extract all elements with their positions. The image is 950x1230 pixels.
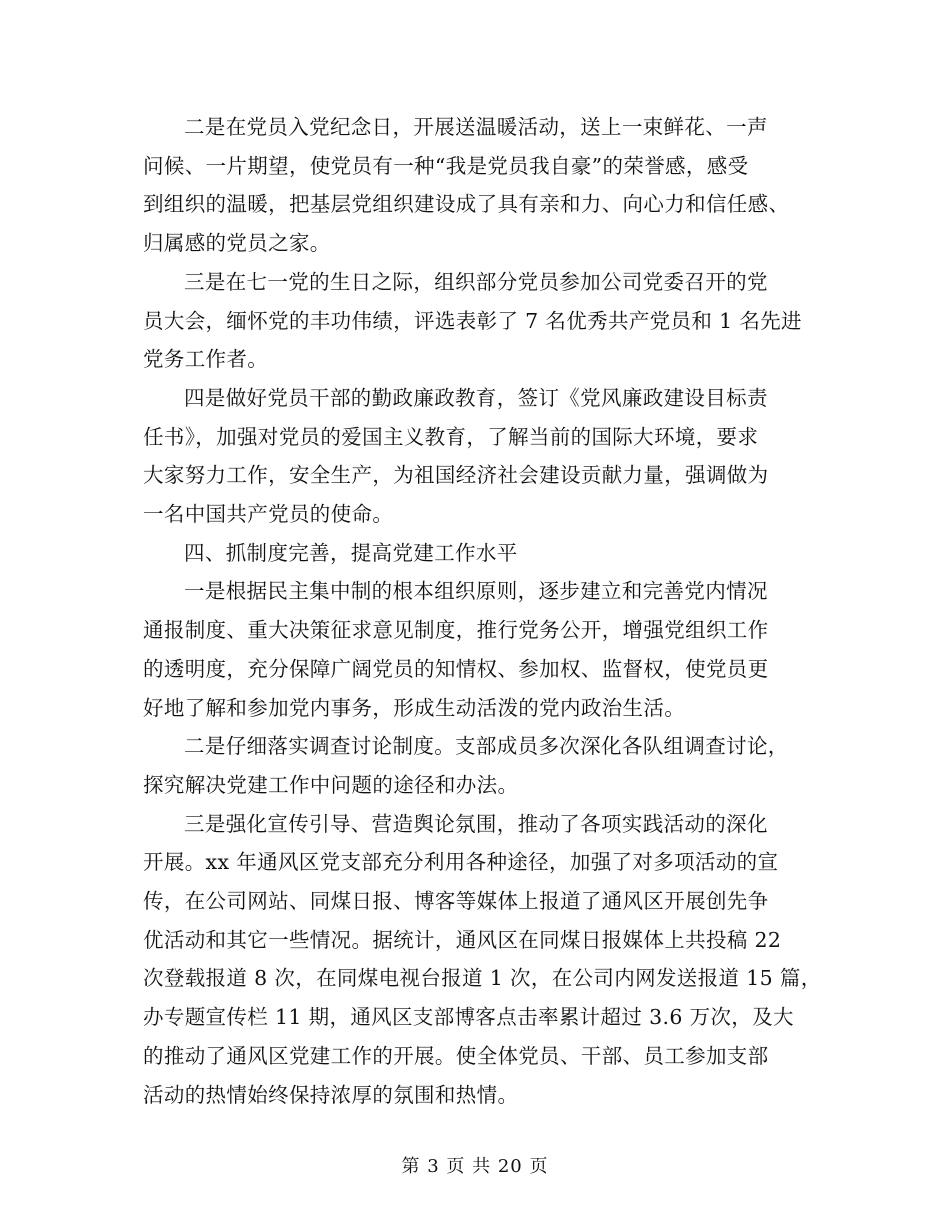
paragraph-publicity: [143, 805, 822, 1115]
paragraph-integrity-education: [143, 379, 811, 534]
text-line: 开展。xx 年通风区党支部充分利用各种途径，加强了对多项活动的宣: [143, 850, 779, 875]
text-line: 通报制度、重大决策征求意见制度，推行党务公开，增强党组织工作: [143, 618, 769, 643]
text-line: 二是仔细落实调查讨论制度。支部成员多次深化各队组调查讨论，: [184, 734, 789, 759]
text-line: 一名中国共产党员的使命。: [143, 502, 394, 527]
text-line: 的推动了通风区党建工作的开展。使全体党员、干部、员工参加支部: [143, 1043, 769, 1068]
text-line: 二是在党员入党纪念日，开展送温暖活动，送上一束鲜花、一声: [184, 115, 768, 139]
text-line: 三是强化宣传引导、营造舆论氛围，推动了各项实践活动的深化: [184, 811, 768, 836]
text-line: 次登载报道 8 次，在同煤电视台报道 1 次，在公司内网发送报道 15 篇，: [143, 966, 822, 991]
text-line: 传，在公司网站、同煤日报、博客等媒体上报道了通风区开展创先争: [143, 889, 769, 914]
text-line: 办专题宣传栏 11 期，通风区支部博客点击率累计超过 3.6 万次，及大: [143, 1005, 794, 1030]
section-heading: [143, 534, 811, 573]
text-line: 任书》，加强对党员的爱国主义教育，了解当前的国际大环境，要求: [143, 424, 759, 449]
text-line: 大家努力工作，安全生产，为祖国经济社会建设贡献力量，强调做为: [143, 463, 769, 488]
paragraph-warmth-activity: [143, 108, 811, 263]
text-line: 探究解决党建工作中问题的途径和办法。: [143, 772, 519, 797]
page-number-footer: 第 3 页 共 20 页: [401, 1156, 549, 1177]
text-line: 好地了解和参加党内事务，形成生动活泼的党内政治生活。: [143, 695, 686, 720]
text-line: 党务工作者。: [143, 347, 269, 372]
text-line: 一是根据民主集中制的根本组织原则，逐步建立和完善党内情况: [184, 579, 768, 604]
text-line: 三是在七一党的生日之际，组织部分党员参加公司党委召开的党: [184, 269, 768, 294]
text-line: 四是做好党员干部的勤政廉政教育，签订《党风廉政建设目标责: [184, 385, 768, 410]
text-line: 的透明度，充分保障广阔党员的知情权、参加权、监督权，使党员更: [143, 656, 769, 681]
text-line: 四、抓制度完善，提高党建工作水平: [184, 540, 518, 565]
text-line: 归属感的党员之家。: [143, 231, 331, 256]
document-body: [143, 108, 822, 1114]
text-line: 活动的热情始终保持浓厚的氛围和热情。: [143, 1082, 519, 1107]
paragraph-july-first: [143, 263, 811, 379]
text-line: 优活动和其它一些情况。据统计，通风区在同煤日报媒体上共投稿 22: [143, 927, 782, 952]
paragraph-investigation-system: [143, 727, 811, 804]
text-line: 问候、一片期望，使党员有一种“我是党员我自豪”的荣誉感，感受: [143, 153, 749, 178]
text-line: 员大会，缅怀党的丰功伟绩，评选表彰了 7 名优秀共产党员和 1 名先进: [143, 308, 802, 333]
paragraph-democratic-centralism: [143, 572, 811, 727]
text-line: 到组织的温暖，把基层党组织建设成了具有亲和力、向心力和信任感、: [143, 192, 790, 217]
